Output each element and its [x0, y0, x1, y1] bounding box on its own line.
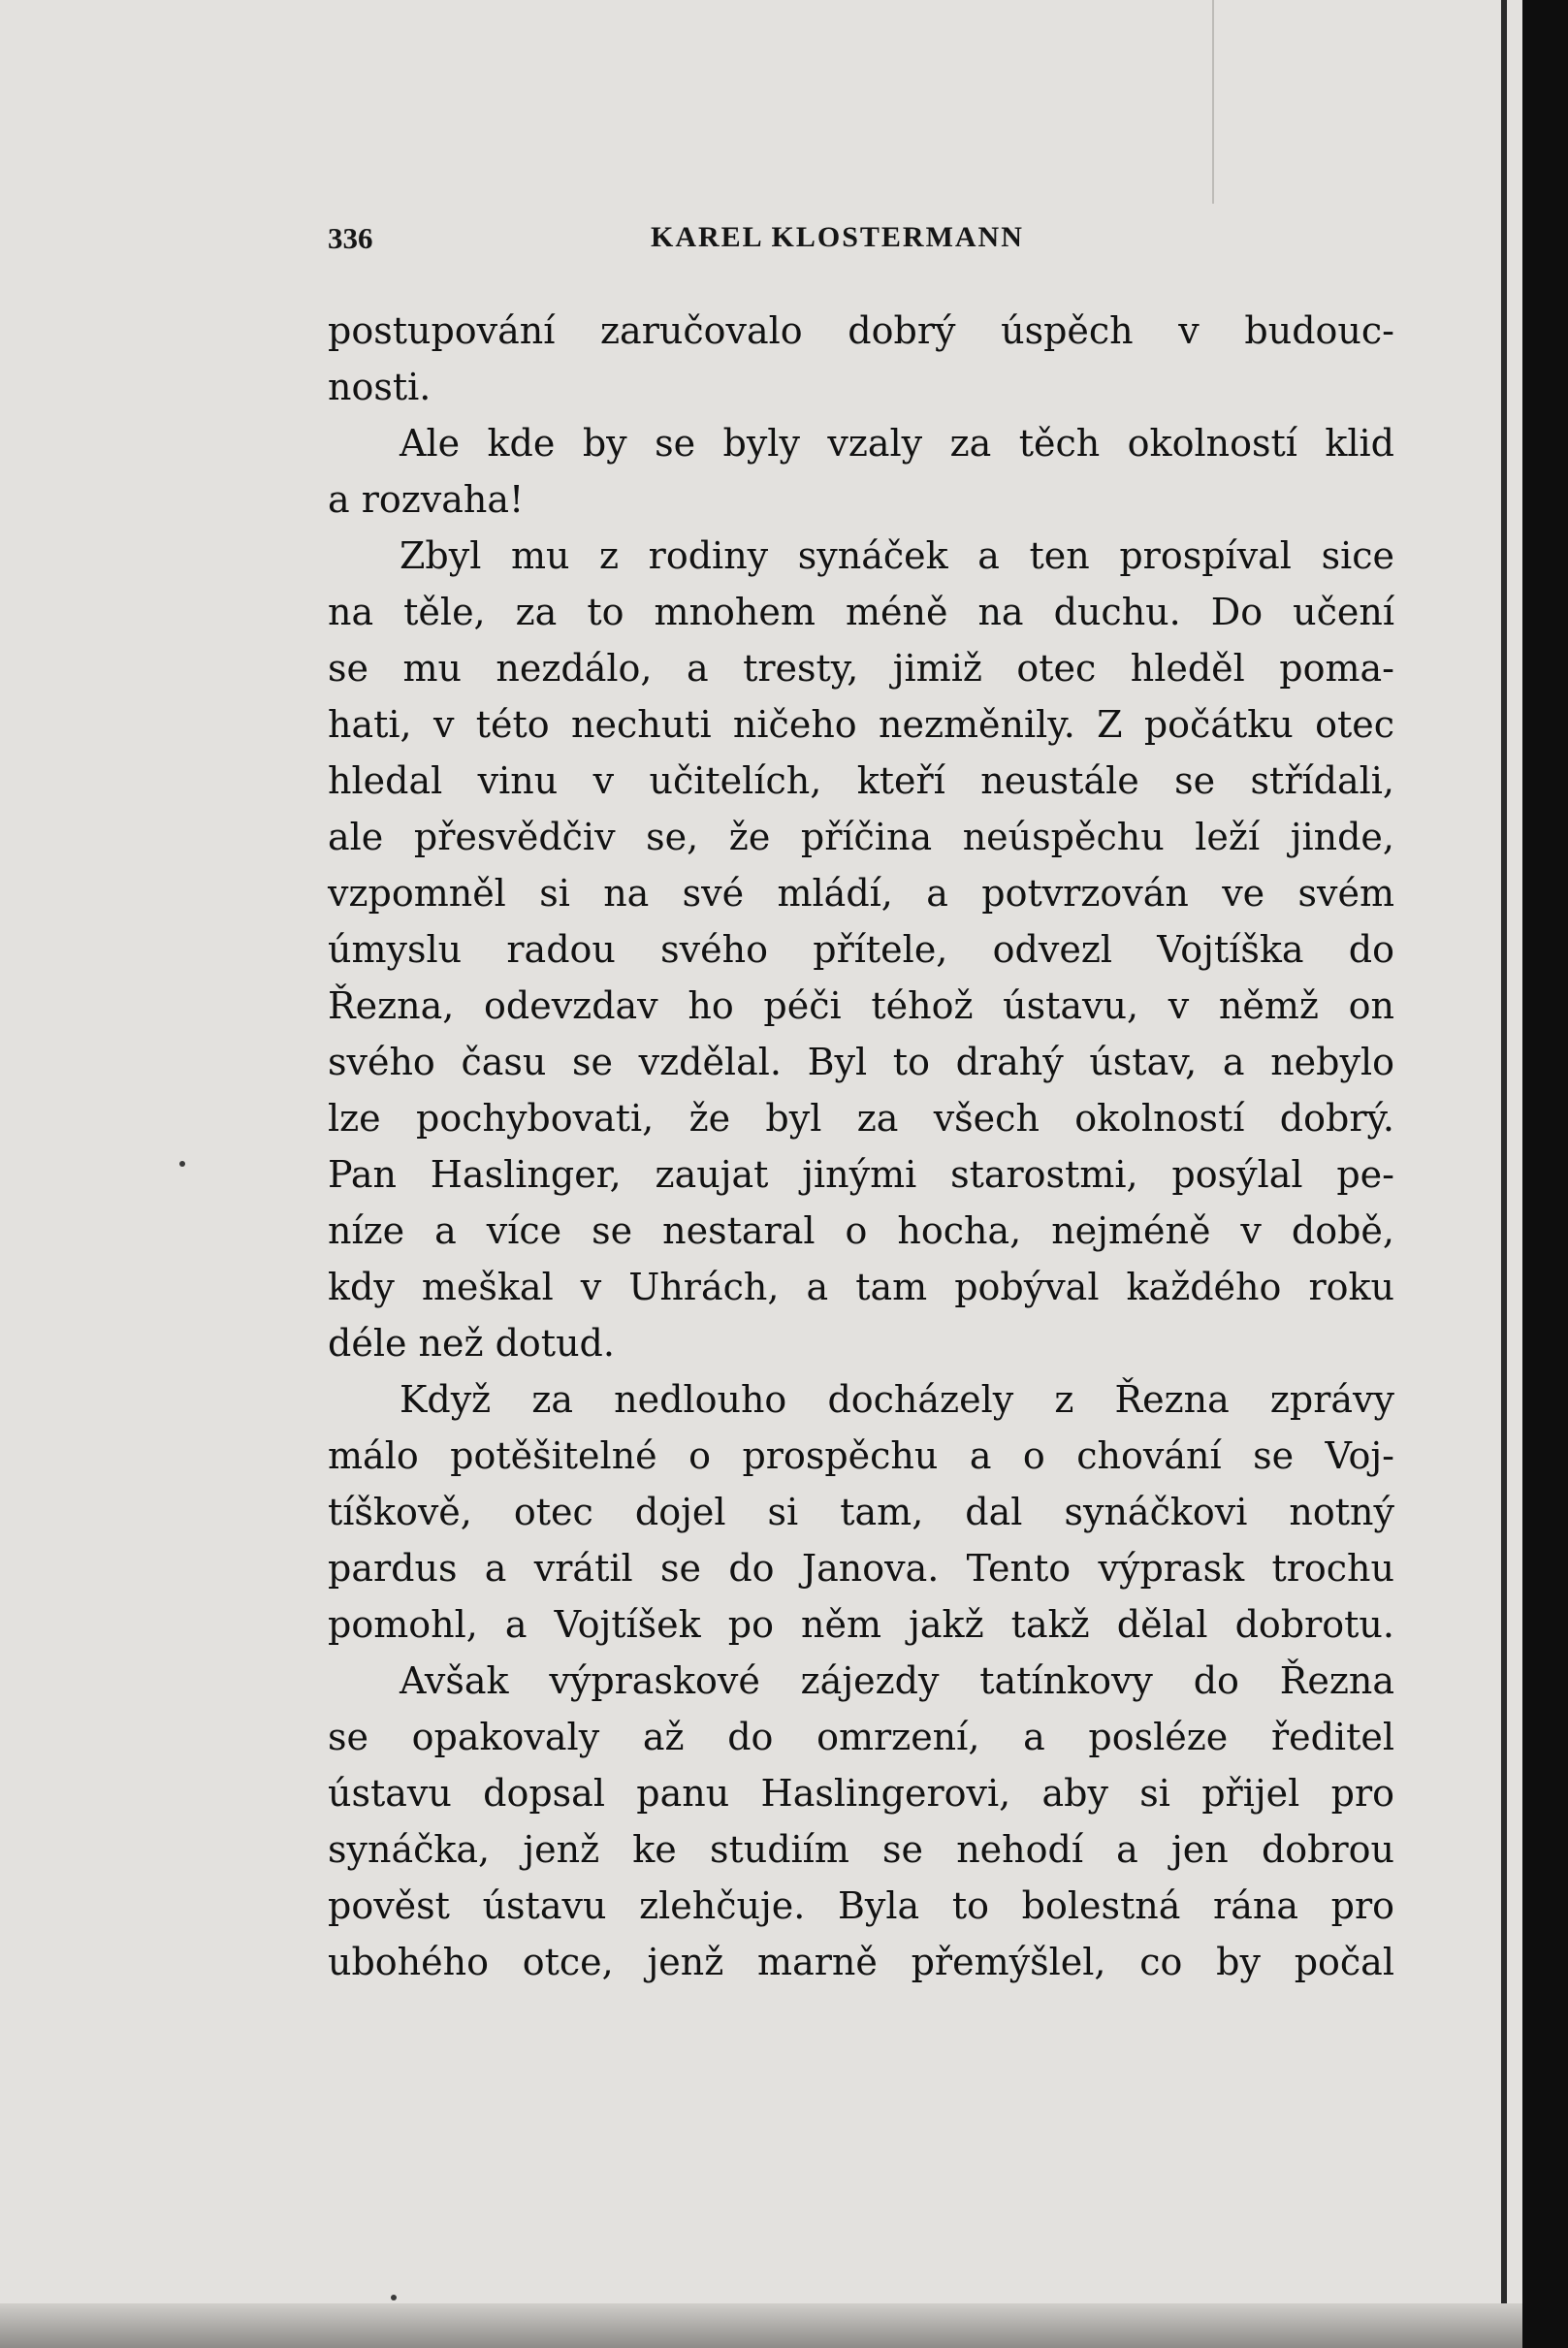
- text-line: tíškově, otec dojel si tam, dal synáčkovi notný: [328, 1491, 1394, 1533]
- text-line: ústavu dopsal panu Haslingerovi, aby si přijel pro: [328, 1772, 1394, 1815]
- text-line: Pan Haslinger, zaujat jinými starostmi, posýlal pe-: [328, 1153, 1394, 1196]
- text-line: a rozvaha!: [328, 478, 525, 521]
- text-line: hati, v této nechuti ničeho nezměnily. Z počátku otec: [328, 703, 1394, 746]
- page-header: [328, 221, 1394, 264]
- bottom-shadow: [0, 2303, 1522, 2348]
- margin-speck: [391, 2295, 397, 2300]
- running-head: KAREL KLOSTERMANN: [651, 221, 1024, 253]
- text-line: lze pochybovati, že byl za všech okolností dobrý.: [328, 1097, 1394, 1140]
- text-line: pomohl, a Vojtíšek po něm jakž takž dělal dobrotu.: [328, 1603, 1394, 1646]
- text-line: Když za nedlouho docházely z Řezna zprávy: [400, 1378, 1394, 1421]
- text-line: nosti.: [328, 366, 432, 408]
- text-line: málo potěšitelné o prospěchu a o chování se Voj-: [328, 1434, 1394, 1477]
- text-line: hledal vinu v učitelích, kteří neustále se střídali,: [328, 759, 1394, 802]
- text-line: ale přesvědčiv se, že příčina neúspěchu leží jinde,: [328, 816, 1394, 858]
- text-line: synáčka, jenž ke studiím se nehodí a jen dobrou: [328, 1828, 1394, 1871]
- text-line: níze a více se nestaral o hocha, nejméně v době,: [328, 1209, 1394, 1252]
- text-line: se opakovaly až do omrzení, a posléze ředitel: [328, 1716, 1394, 1758]
- text-line: se mu nezdálo, a tresty, jimiž otec hleděl poma-: [328, 647, 1394, 690]
- text-line: ubohého otce, jenž marně přemýšlel, co by počal: [328, 1941, 1394, 1983]
- text-line: Ale kde by se byly vzaly za těch okolností klid: [400, 422, 1394, 465]
- page-crease: [1212, 0, 1214, 204]
- text-line: Avšak výpraskové zájezdy tatínkovy do Řezna: [400, 1659, 1394, 1702]
- text-line: úmyslu radou svého přítele, odvezl Vojtíška do: [328, 928, 1394, 971]
- text-line: Řezna, odevzdav ho péči téhož ústavu, v němž on: [328, 984, 1394, 1027]
- text-line: postupování zaručovalo dobrý úspěch v budouc-: [328, 309, 1394, 352]
- text-line: na těle, za to mnohem méně na duchu. Do učení: [328, 591, 1394, 633]
- text-line: svého času se vzdělal. Byl to drahý ústav, a nebylo: [328, 1041, 1394, 1083]
- text-line: pověst ústavu zlehčuje. Byla to bolestná rána pro: [328, 1884, 1394, 1927]
- page-edge-line: [1501, 0, 1507, 2348]
- page-number: 336: [328, 221, 373, 255]
- margin-speck: [179, 1161, 185, 1167]
- text-line: vzpomněl si na své mládí, a potvrzován ve svém: [328, 872, 1394, 915]
- text-line: Zbyl mu z rodiny synáček a ten prospíval sice: [400, 534, 1394, 577]
- text-line: kdy meškal v Uhrách, a tam pobýval každého roku: [328, 1266, 1394, 1308]
- text-line: déle než dotud.: [328, 1322, 615, 1365]
- body-text: [328, 303, 1394, 1990]
- text-line: pardus a vrátil se do Janova. Tento výprask trochu: [328, 1547, 1394, 1590]
- scan-border: [1522, 0, 1568, 2348]
